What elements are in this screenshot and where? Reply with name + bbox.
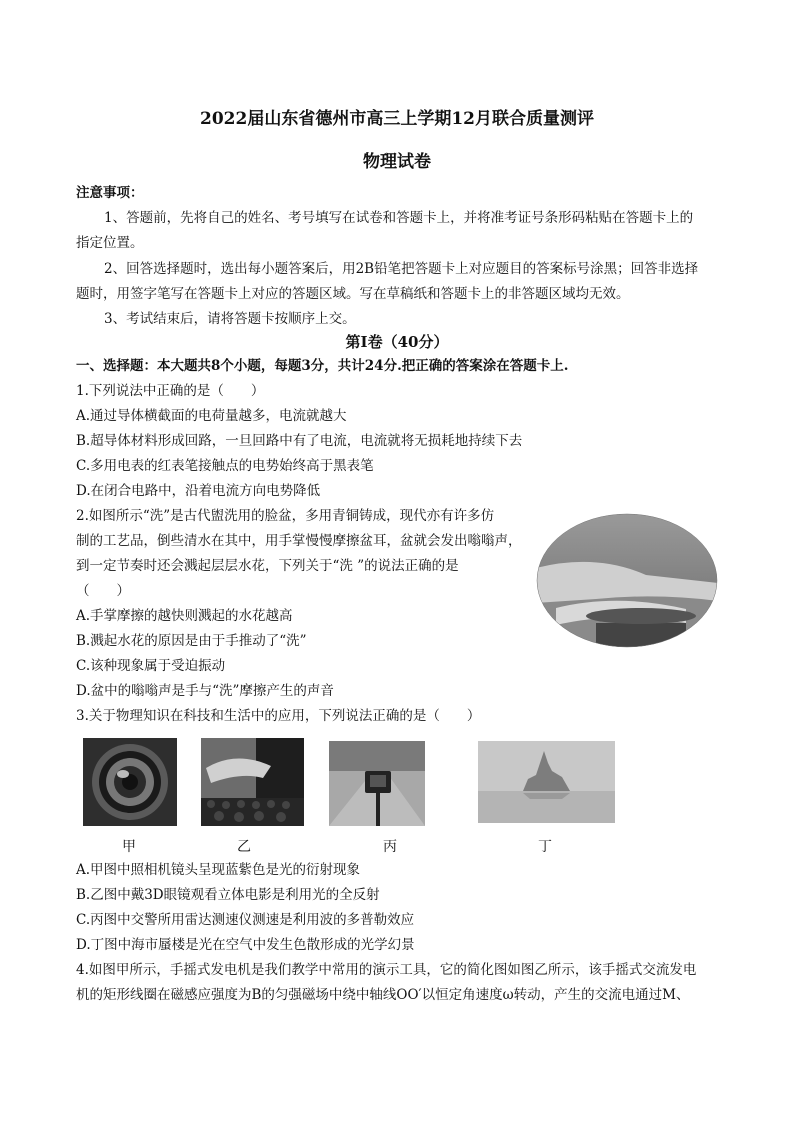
notice-item-1-line-1: 1、答题前，先将自己的姓名、考号填写在试卷和答题卡上，并将准考证号条形码粘贴在答题卡上的 [104,210,694,226]
q3-stem: 3.关于物理知识在科技和生活中的应用，下列说法正确的是（ ） [76,708,481,724]
notice-item-2-line-2: 题时，用签字笔写在答题卡上对应的答题区域。写在草稿纸和答题卡上的非答题区域均无效。 [76,286,630,302]
notice-item-3: 3、考试结束后，请将答题卡按顺序上交。 [104,311,356,327]
q3-caption-jia: 甲 [122,839,136,855]
q3-option-c: C.丙图中交警所用雷达测速仪测速是利用波的多普勒效应 [76,912,415,928]
q3-option-d: D.丁图中海市蜃楼是光在空气中发生色散形成的光学幻景 [76,937,415,953]
q3-option-a: A.甲图中照相机镜头呈现蓝紫色是光的衍射现象 [76,862,361,878]
q3-caption-ding: 丁 [538,839,552,855]
q4-stem-line-2: 机的矩形线圈在磁感应强度为B的匀强磁场中绕中轴线OO′以恒定角速度ω转动，产生的交流电通过M、 [76,987,690,1003]
q3-image-jia-camera-lens [83,738,177,826]
q1-option-c: C.多用电表的红表笔接触点的电势始终高于黑表笔 [76,458,374,474]
notice-heading: 注意事项： [76,185,144,201]
q4-stem-line-1: 4.如图甲所示，手摇式发电机是我们教学中常用的演示工具，它的简化图如图乙所示，该手摇式交流发电 [76,962,697,978]
section-instruction: 一、选择题：本大题共8个小题，每题3分，共计24分.把正确的答案涂在答题卡上. [76,358,569,374]
notice-item-2-line-1: 2、回答选择题时，选出每小题答案后，用2B铅笔把答题卡上对应题目的答案标号涂黑；回答非选择 [104,261,699,277]
notice-item-1-line-2: 指定位置。 [76,235,144,251]
q3-image-ding-mirage [478,741,615,823]
q1-option-d: D.在闭合电路中，沿着电流方向电势降低 [76,483,321,499]
q2-option-a: A.手掌摩擦的越快则溅起的水花越高 [76,608,293,624]
q3-option-b: B.乙图中戴3D眼镜观看立体电影是利用光的全反射 [76,887,380,903]
q2-option-d: D.盆中的嗡嗡声是手与“洗”摩擦产生的声音 [76,683,334,699]
exam-subject: 物理试卷 [363,152,431,172]
section-title: 第Ⅰ卷（40分） [345,333,449,351]
q2-stem-line-3: 到一定节奏时还会溅起层层水花，下列关于“洗 ”的说法正确的是 [76,558,459,574]
exam-title: 2022届山东省德州市高三上学期12月联合质量测评 [200,109,594,129]
q1-stem: 1.下列说法中正确的是（ ） [76,383,265,399]
q2-stem-line-4: （ ） [76,583,130,599]
q2-option-c: C.该种现象属于受迫振动 [76,658,226,674]
q3-caption-yi: 乙 [237,839,251,855]
q2-option-b: B.溅起水花的原因是由于手推动了“洗” [76,633,307,649]
q3-image-bing-radar-speed-gun [329,741,425,826]
q2-stem-line-1: 2.如图所示“洗”是古代盥洗用的脸盆，多用青铜铸成，现代亦有许多仿 [76,508,495,524]
q1-option-a: A.通过导体横截面的电荷量越多，电流就越大 [76,408,347,424]
q2-basin-photo [536,513,718,648]
q1-option-b: B.超导体材料形成回路，一旦回路中有了电流，电流就将无损耗地持续下去 [76,433,523,449]
q2-stem-line-2: 制的工艺品，倒些清水在其中，用手掌慢慢摩擦盆耳，盆就会发出嗡嗡声， [76,533,522,549]
q3-caption-bing: 丙 [383,839,397,855]
q3-image-yi-3d-cinema [201,738,304,826]
